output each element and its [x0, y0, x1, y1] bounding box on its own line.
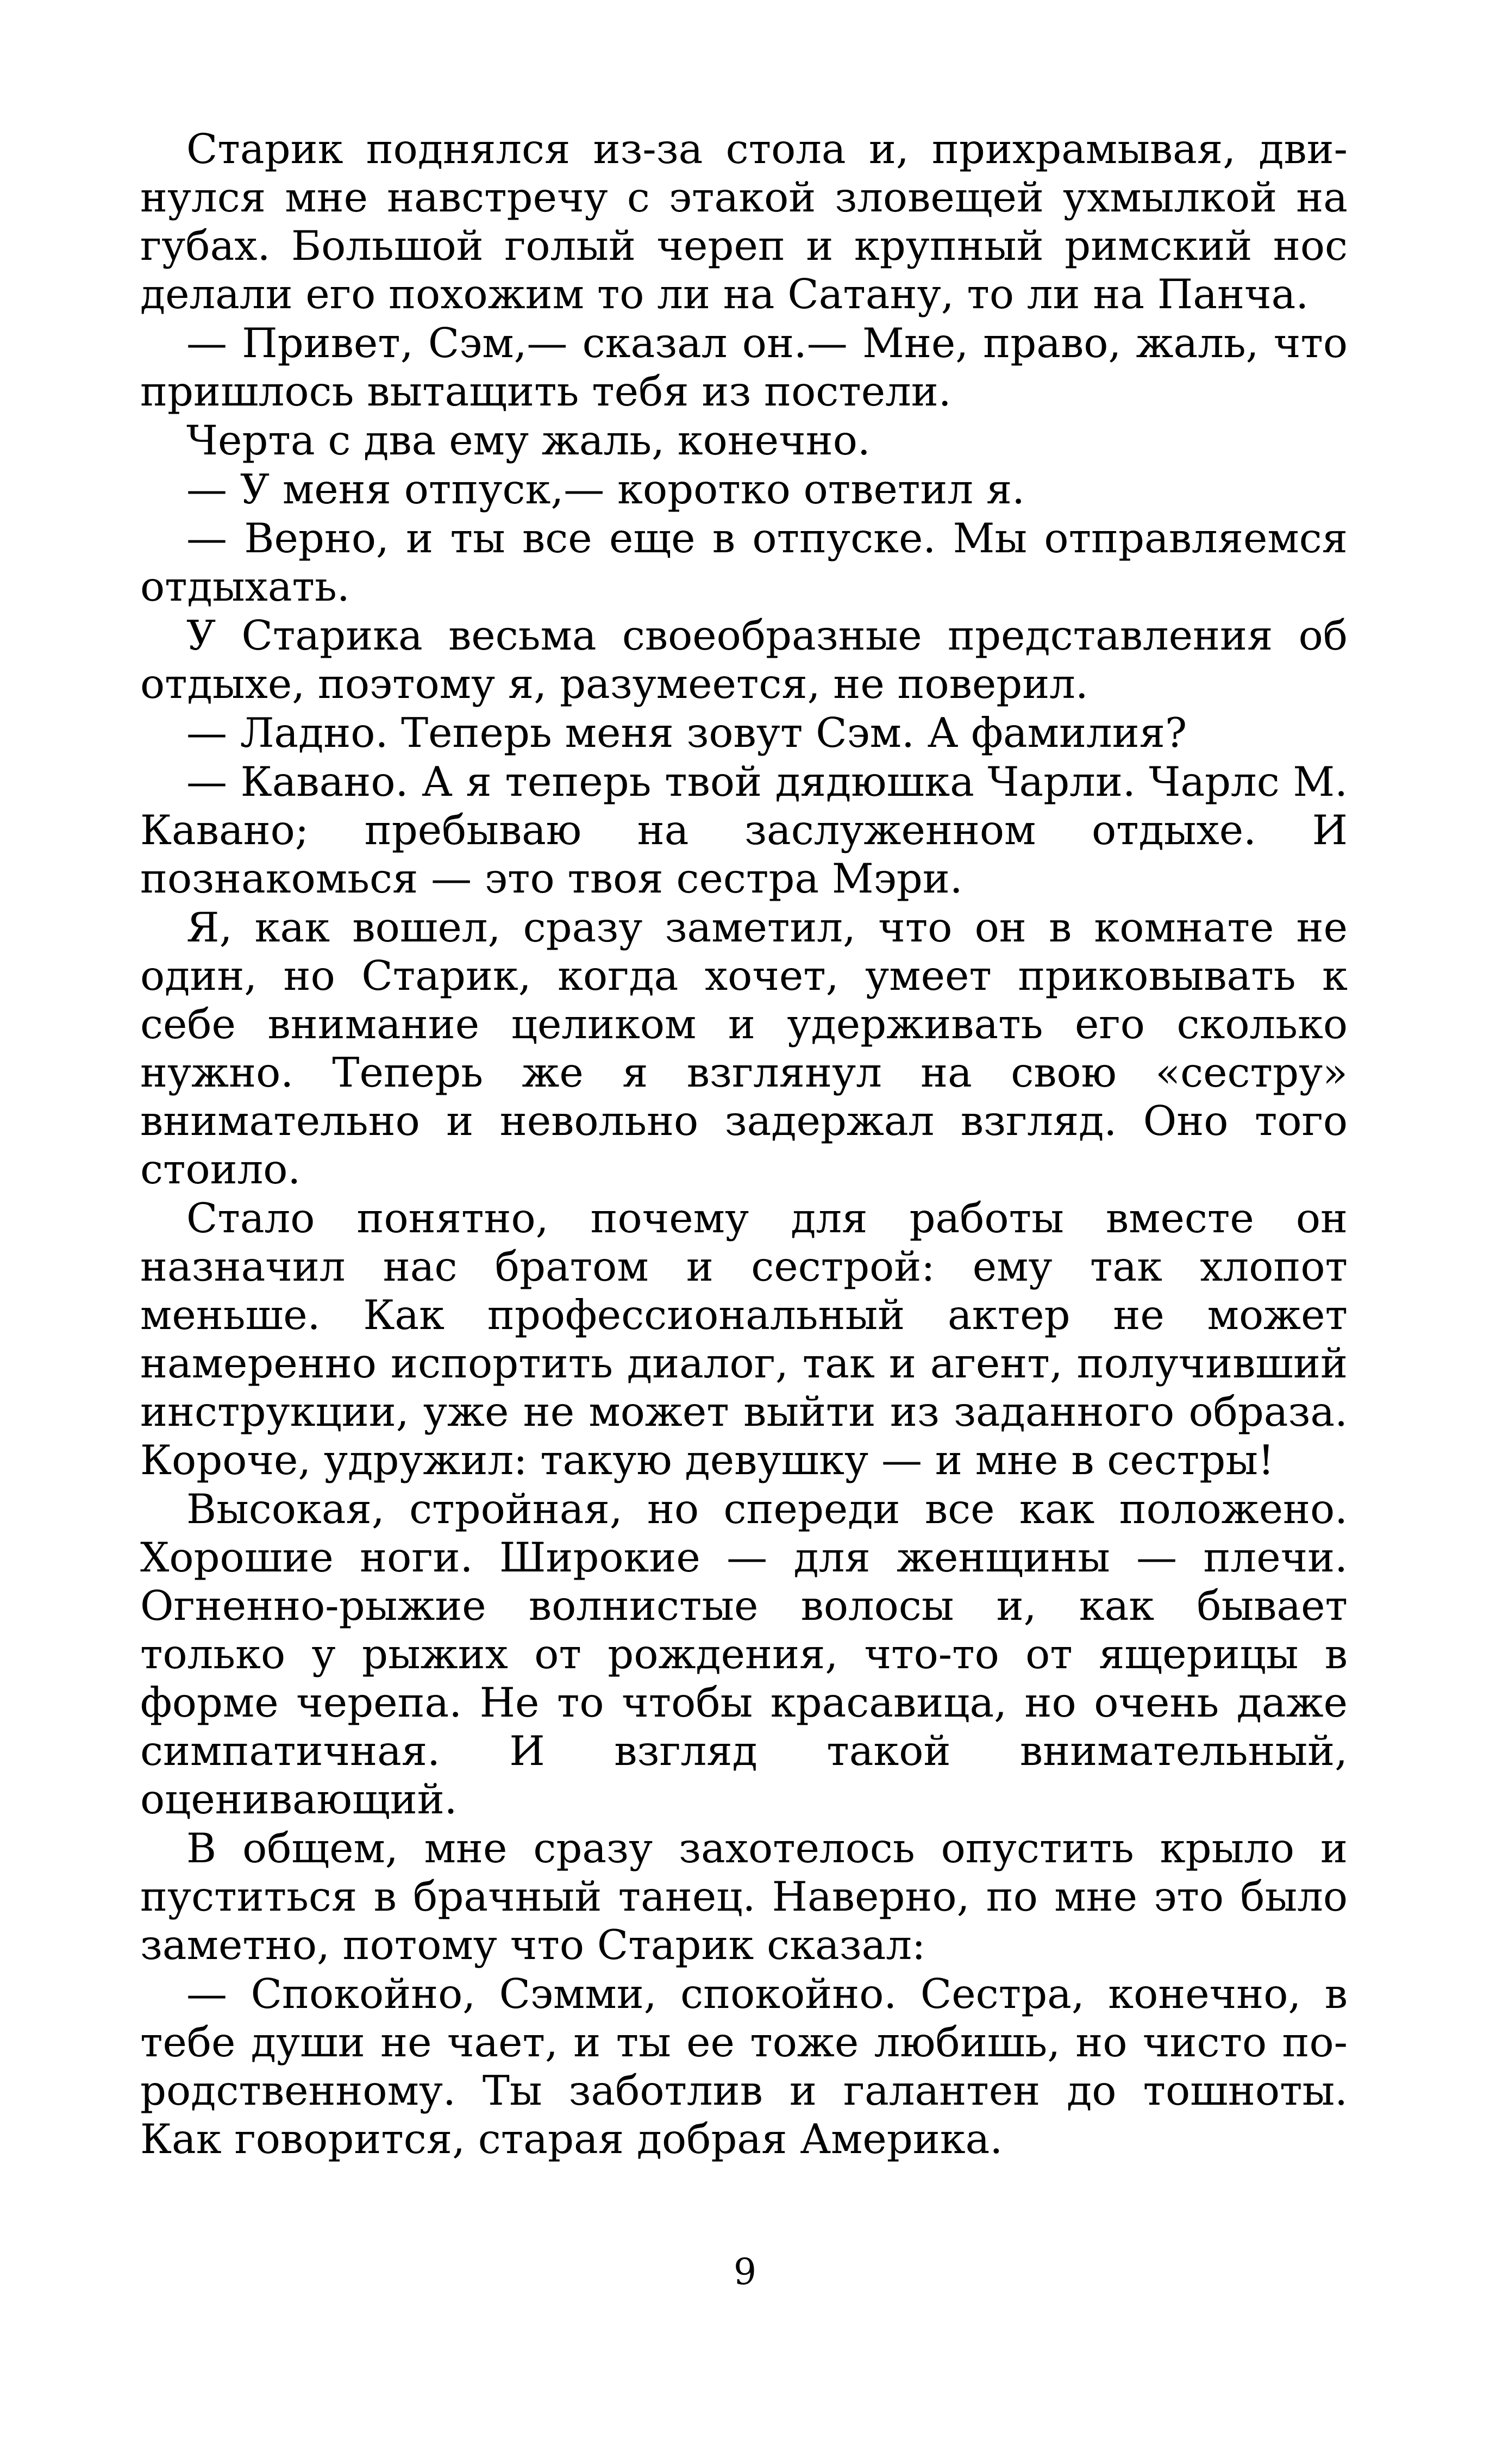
paragraph: У Старика весьма своеобразные представления об отдыхе, поэтому я, разумеется, не поверил.	[140, 612, 1348, 708]
page-body-text	[140, 125, 1348, 2164]
paragraph: Высокая, стройная, но спереди все как положено. Хорошие ноги. Широкие — для женщины — плечи. Огненно-рыжие волнистые волосы и, как бывает только у рыжих от рождения, что-то от ящерицы в форме черепа. Не то чтобы красавица, но очень даже симпатичная. И взгляд такой внимательный, оценивающий.	[140, 1485, 1348, 1823]
paragraph: — Ладно. Теперь меня зовут Сэм. А фамилия?	[186, 709, 1187, 757]
paragraph: — У меня отпуск,— коротко ответил я.	[186, 465, 1025, 513]
paragraph: — Привет, Сэм,— сказал он.— Мне, право, жаль, что пришлось вытащить тебя из постели.	[140, 319, 1348, 415]
paragraph: — Кавано. А я теперь твой дядюшка Чарли. Чарлс М. Кавано; пребываю на заслуженном отдыхе. И познакомься — это твоя сестра Мэри.	[140, 758, 1348, 902]
paragraph: Я, как вошел, сразу заметил, что он в комнате не один, но Старик, когда хочет, умеет приковывать к себе внимание целиком и удерживать его сколько нужно. Теперь же я взглянул на свою «сестру» внимательно и невольно задержал взгляд. Оно того стоило.	[140, 903, 1348, 1193]
paragraph: Черта с два ему жаль, конечно.	[186, 416, 871, 464]
paragraph: Стало понятно, почему для работы вместе он назначил нас братом и сестрой: ему так хлопот меньше. Как профессиональный актер не может намеренно испортить диалог, так и агент, получивший инструкции, уже не может выйти из заданного образа. Короче, удружил: такую девушку — и мне в сестры!	[140, 1194, 1348, 1484]
paragraph: — Спокойно, Сэмми, спокойно. Сестра, конечно, в тебе души не чает, и ты ее тоже любишь, но чисто по-родственному. Ты заботлив и галантен до тошноты. Как говорится, старая добрая Америка.	[140, 1970, 1348, 2163]
page-number: 9	[734, 2251, 756, 2293]
paragraph: В общем, мне сразу захотелось опустить крыло и пуститься в брачный танец. Наверно, по мне это было заметно, потому что Старик сказал:	[140, 1824, 1348, 1969]
paragraph: — Верно, и ты все еще в отпуске. Мы отправляемся отдыхать.	[140, 514, 1348, 610]
paragraph: Старик поднялся из-за стола и, прихрамывая, двинулся мне навстречу с этакой зловещей ухмылкой на губах. Большой голый череп и крупный римский нос делали его похожим то ли на Сатану, то ли на Панча.	[140, 125, 1348, 318]
